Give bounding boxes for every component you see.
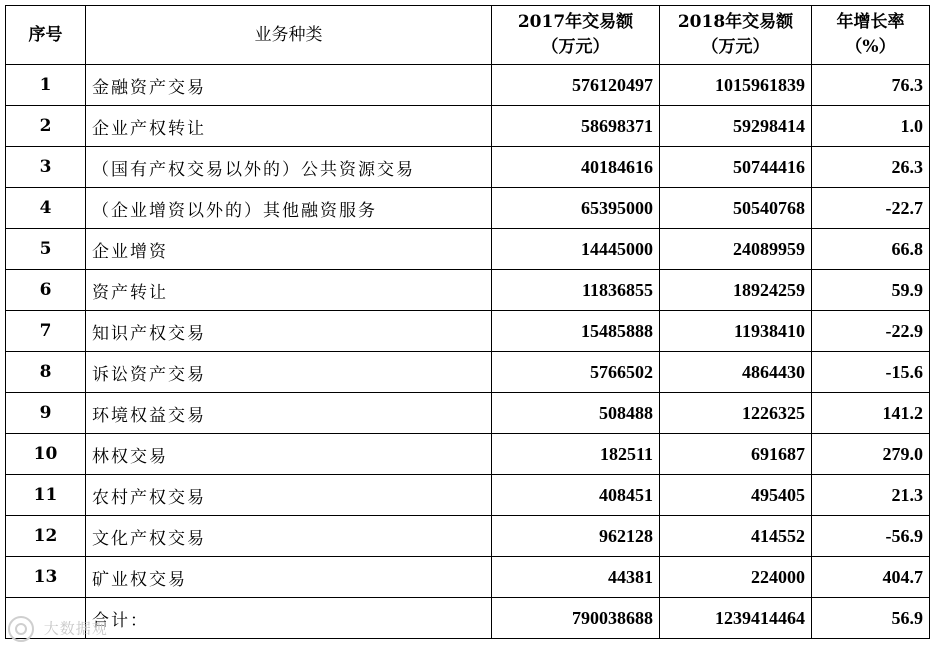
row-2018-value: 18924259 bbox=[660, 270, 812, 311]
row-2017-value: 15485888 bbox=[492, 311, 660, 352]
row-growth-rate: 21.3 bbox=[812, 475, 930, 516]
table-row bbox=[6, 434, 930, 475]
row-2018-value: 4864430 bbox=[660, 352, 812, 393]
watermark-logo-icon bbox=[8, 616, 34, 642]
row-growth-rate: 279.0 bbox=[812, 434, 930, 475]
row-2018-value: 1015961839 bbox=[660, 65, 812, 106]
header-row bbox=[6, 6, 930, 65]
row-category: 金融资产交易 bbox=[86, 65, 492, 106]
row-growth-rate: 66.8 bbox=[812, 229, 930, 270]
row-index: 11 bbox=[6, 475, 86, 516]
row-2017-value: 58698371 bbox=[492, 106, 660, 147]
row-growth-rate: -22.7 bbox=[812, 188, 930, 229]
table-body bbox=[6, 65, 930, 598]
row-2018-value: 50540768 bbox=[660, 188, 812, 229]
header-2018 bbox=[660, 6, 812, 65]
header-2018-line2: （万元） bbox=[701, 37, 770, 57]
header-growth-line1: 年增长率 bbox=[836, 12, 905, 32]
table-row bbox=[6, 65, 930, 106]
table-row bbox=[6, 188, 930, 229]
row-index: 9 bbox=[6, 393, 86, 434]
row-2018-value: 224000 bbox=[660, 557, 812, 598]
row-index: 13 bbox=[6, 557, 86, 598]
row-2017-value: 408451 bbox=[492, 475, 660, 516]
table-row bbox=[6, 475, 930, 516]
row-category: 矿业权交易 bbox=[86, 557, 492, 598]
row-category: 环境权益交易 bbox=[86, 393, 492, 434]
row-2017-value: 44381 bbox=[492, 557, 660, 598]
header-2018-line1: 2018年交易额 bbox=[677, 12, 794, 32]
row-2017-value: 576120497 bbox=[492, 65, 660, 106]
row-index: 4 bbox=[6, 188, 86, 229]
table-row bbox=[6, 229, 930, 270]
header-growth bbox=[812, 6, 930, 65]
table-row bbox=[6, 270, 930, 311]
header-2017 bbox=[492, 6, 660, 65]
row-2017-value: 14445000 bbox=[492, 229, 660, 270]
row-2018-value: 24089959 bbox=[660, 229, 812, 270]
header-2017-line2: （万元） bbox=[541, 37, 610, 57]
row-category: 农村产权交易 bbox=[86, 475, 492, 516]
watermark bbox=[8, 616, 108, 642]
row-index: 1 bbox=[6, 65, 86, 106]
total-row bbox=[6, 598, 930, 639]
row-growth-rate: 26.3 bbox=[812, 147, 930, 188]
table-row bbox=[6, 516, 930, 557]
table-row bbox=[6, 106, 930, 147]
row-2017-value: 508488 bbox=[492, 393, 660, 434]
row-growth-rate: 59.9 bbox=[812, 270, 930, 311]
row-index: 3 bbox=[6, 147, 86, 188]
row-2018-value: 59298414 bbox=[660, 106, 812, 147]
row-index: 6 bbox=[6, 270, 86, 311]
row-category: 资产转让 bbox=[86, 270, 492, 311]
table-row bbox=[6, 393, 930, 434]
row-category: 林权交易 bbox=[86, 434, 492, 475]
row-category: 企业增资 bbox=[86, 229, 492, 270]
total-2018: 1239414464 bbox=[660, 598, 812, 639]
total-label: 合计： bbox=[86, 598, 492, 639]
table-row bbox=[6, 557, 930, 598]
row-2018-value: 414552 bbox=[660, 516, 812, 557]
table-row bbox=[6, 147, 930, 188]
row-growth-rate: -56.9 bbox=[812, 516, 930, 557]
row-category: （国有产权交易以外的）公共资源交易 bbox=[86, 147, 492, 188]
header-category: 业务种类 bbox=[86, 6, 492, 65]
row-category: 诉讼资产交易 bbox=[86, 352, 492, 393]
row-category: （企业增资以外的）其他融资服务 bbox=[86, 188, 492, 229]
row-index: 8 bbox=[6, 352, 86, 393]
row-index: 2 bbox=[6, 106, 86, 147]
row-growth-rate: -22.9 bbox=[812, 311, 930, 352]
row-2017-value: 182511 bbox=[492, 434, 660, 475]
row-growth-rate: 141.2 bbox=[812, 393, 930, 434]
row-category: 企业产权转让 bbox=[86, 106, 492, 147]
watermark-text: 大数据观 bbox=[43, 619, 108, 638]
row-growth-rate: 1.0 bbox=[812, 106, 930, 147]
table-row bbox=[6, 311, 930, 352]
row-2017-value: 65395000 bbox=[492, 188, 660, 229]
row-growth-rate: -15.6 bbox=[812, 352, 930, 393]
row-2017-value: 962128 bbox=[492, 516, 660, 557]
header-growth-line2: （%） bbox=[845, 37, 896, 57]
row-index: 5 bbox=[6, 229, 86, 270]
row-2018-value: 495405 bbox=[660, 475, 812, 516]
total-2017: 790038688 bbox=[492, 598, 660, 639]
header-index: 序号 bbox=[6, 6, 86, 65]
total-rate: 56.9 bbox=[812, 598, 930, 639]
row-2018-value: 11938410 bbox=[660, 311, 812, 352]
row-2018-value: 691687 bbox=[660, 434, 812, 475]
transaction-table bbox=[5, 5, 930, 639]
row-index: 10 bbox=[6, 434, 86, 475]
row-2018-value: 50744416 bbox=[660, 147, 812, 188]
row-2018-value: 1226325 bbox=[660, 393, 812, 434]
header-2017-line1: 2017年交易额 bbox=[517, 12, 634, 32]
row-category: 文化产权交易 bbox=[86, 516, 492, 557]
table-row bbox=[6, 352, 930, 393]
row-2017-value: 11836855 bbox=[492, 270, 660, 311]
row-growth-rate: 76.3 bbox=[812, 65, 930, 106]
row-index: 12 bbox=[6, 516, 86, 557]
row-category: 知识产权交易 bbox=[86, 311, 492, 352]
row-index: 7 bbox=[6, 311, 86, 352]
row-growth-rate: 404.7 bbox=[812, 557, 930, 598]
row-2017-value: 5766502 bbox=[492, 352, 660, 393]
row-2017-value: 40184616 bbox=[492, 147, 660, 188]
